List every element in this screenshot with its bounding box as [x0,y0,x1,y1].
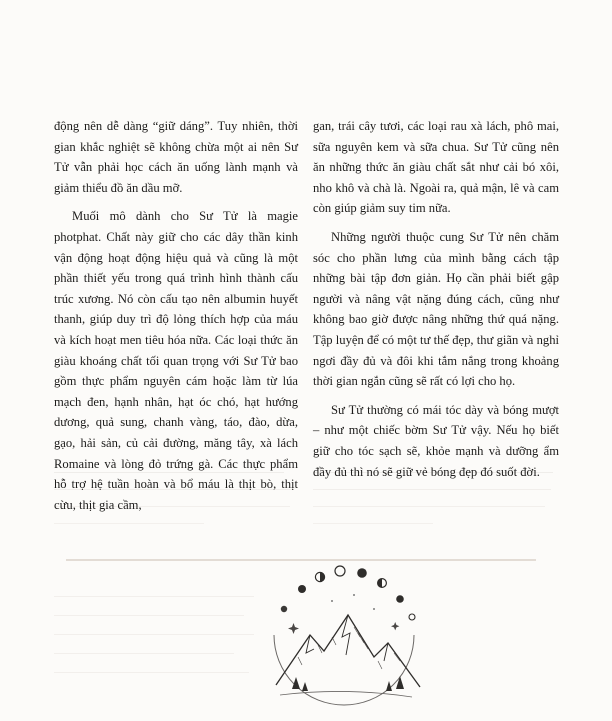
right-paragraph-1: gan, trái cây tươi, các loại rau xà lách, phô mai, sữa nguyên kem và sữa chua. Sư Tử cũng nên ăn những thức ăn giàu chất sắt như cải bó xôi, nho khô và chà là. Ngoài ra, quả mận, lê và cam còn giúp giảm suy tim nữa. [313,119,559,216]
right-paragraph-2: Những người thuộc cung Sư Tử nên chăm sóc cho phần lưng của mình bằng cách tập những bài tập đơn giản. Họ cần phải biết gập người và nâng vật nặng đúng cách, cũng như không bao giờ được nâng những thứ quá nặng. Tập luyện để có một tư thế đẹp, thư giãn và nghỉ ngơi đầy đủ và đôi khi tắm nắng trong khoảng thời gian ngắn cũng sẽ rất có lợi cho họ. [313,229,559,389]
left-paragraph-2: Muối mô dành cho Sư Tử là magie photphat. Chất này giữ cho các dây thần kinh vận động hoạt động hiệu quả và cũng là một phần thiết yếu trong quá trình hình thành cấu trúc xương. Nó còn cấu tạo nên albumin huyết thanh, giúp duy trì độ lỏng thích hợp của máu và kích hoạt men tiêu hóa nữa. Các loại thức ăn giàu khoáng chất tối quan trọng với Sư Tử bao gồm thực phẩm nguyên cám hoặc làm từ lúa mạch đen, hạnh nhân, hạt óc chó, hạt hướng dương, quả sung, chanh vàng, táo, đào, dừa, gạo, hải sản, củ cải đường, măng tây, xà lách Romaine và lòng đỏ trứng gà. Các thực phẩm hỗ trợ hệ tuần hoàn và bổ máu là thịt bò, thịt cừu, thịt gia cầm, [54,209,298,512]
left-paragraph-1: động nên dễ dàng “giữ dáng”. Tuy nhiên, thời gian khắc nghiệt sẽ không chừa một ai nên Sư Tử vẫn phải học cách ăn uống lành mạnh và giảm thiểu đồ ăn dầu mỡ. [54,119,298,195]
right-column [313,116,559,490]
right-paragraph-3: Sư Tử thường có mái tóc dày và bóng mượt – như một chiếc bờm Sư Tử vậy. Nếu họ biết giữ cho tóc sạch sẽ, khỏe mạnh và dưỡng ẩm đầy đủ thì nó sẽ giữ vẻ bóng đẹp đó suốt đời. [313,402,559,479]
mountain-moon-phases-icon [262,565,432,720]
left-column [54,116,298,523]
bleed-through-heading [66,556,536,561]
